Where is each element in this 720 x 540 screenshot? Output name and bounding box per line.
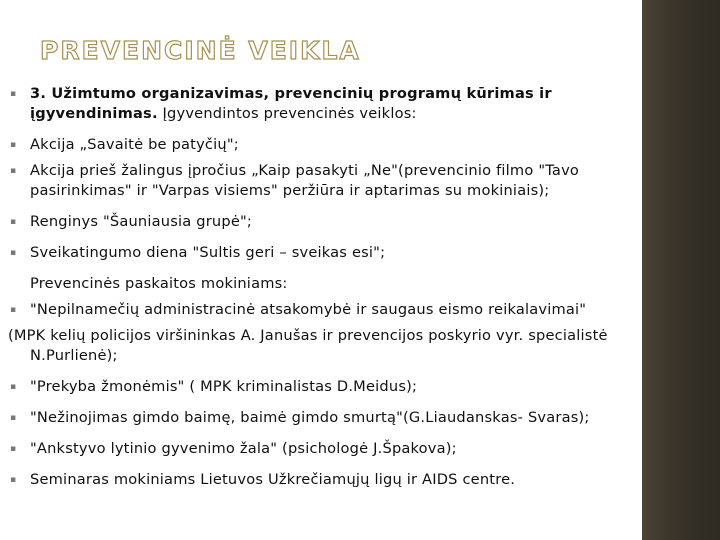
list-item-text: Seminaras mokiniams Lietuvos Užkrečiamųjų ligų ir AIDS centre. <box>30 471 516 488</box>
list-item <box>8 212 638 232</box>
list-item-text: Akcija prieš žalingus įpročius „Kaip pasakyti „Ne"(prevencinio filmo "Tavo pasirinkimas" ir "Varpas visiems" peržiūra ir aptarimas su mokiniais); <box>30 162 580 199</box>
lecture-note: (MPK kelių policijos viršininkas A. Janušas ir prevencijos poskyrio vyr. specialistė N.Purlienė); <box>8 327 608 364</box>
list-item-text: "Nežinojimas gimdo baimę, baimė gimdo smurtą"(G.Liaudanskas- Svaras); <box>30 409 590 426</box>
list-item-text: "Prekyba žmonėmis" ( MPK kriminalistas D.Meidus); <box>30 378 418 395</box>
list-item-text: "Ankstyvo lytinio gyvenimo žala" (psichologė J.Špakova); <box>30 440 457 457</box>
bullet-icon: ▪ <box>10 140 17 150</box>
list-item <box>8 135 638 155</box>
bullet-icon: ▪ <box>10 382 17 392</box>
list-item <box>8 377 638 397</box>
list-item <box>8 439 638 459</box>
lectures-heading: Prevencinės paskaitos mokiniams: <box>30 275 288 292</box>
list-item-text: Sveikatingumo diena "Sultis geri – sveikas esi"; <box>30 244 386 261</box>
intro-bold-text: 3. Užimtumo organizavimas, prevencinių programų kūrimas ir įgyvendinimas. <box>30 85 552 122</box>
list-item-text: Akcija „Savaitė be patyčių"; <box>30 136 239 153</box>
page-title: PREVENCINĖ VEIKLA <box>40 36 361 65</box>
intro-paragraph <box>8 84 638 124</box>
decorative-side-band <box>642 0 720 540</box>
list-item-text: "Nepilnamečių administracinė atsakomybė ir saugaus eismo reikalavimai" <box>30 301 587 318</box>
list-item <box>8 300 638 320</box>
bullet-icon: ▪ <box>10 217 17 227</box>
list-item <box>8 470 638 490</box>
bullet-icon: ▪ <box>10 89 17 99</box>
bullet-icon: ▪ <box>10 248 17 258</box>
list-item-text: Renginys "Šauniausia grupė"; <box>30 213 253 230</box>
bullet-icon: ▪ <box>10 166 17 176</box>
slide-content <box>8 84 638 490</box>
bullet-icon: ▪ <box>10 305 17 315</box>
intro-rest-text: Įgyvendintos prevencinės veiklos: <box>157 105 417 122</box>
bullet-icon: ▪ <box>10 475 17 485</box>
list-item <box>8 243 638 263</box>
list-item <box>8 408 638 428</box>
list-item <box>8 161 638 201</box>
bullet-icon: ▪ <box>10 413 17 423</box>
bullet-icon: ▪ <box>10 444 17 454</box>
